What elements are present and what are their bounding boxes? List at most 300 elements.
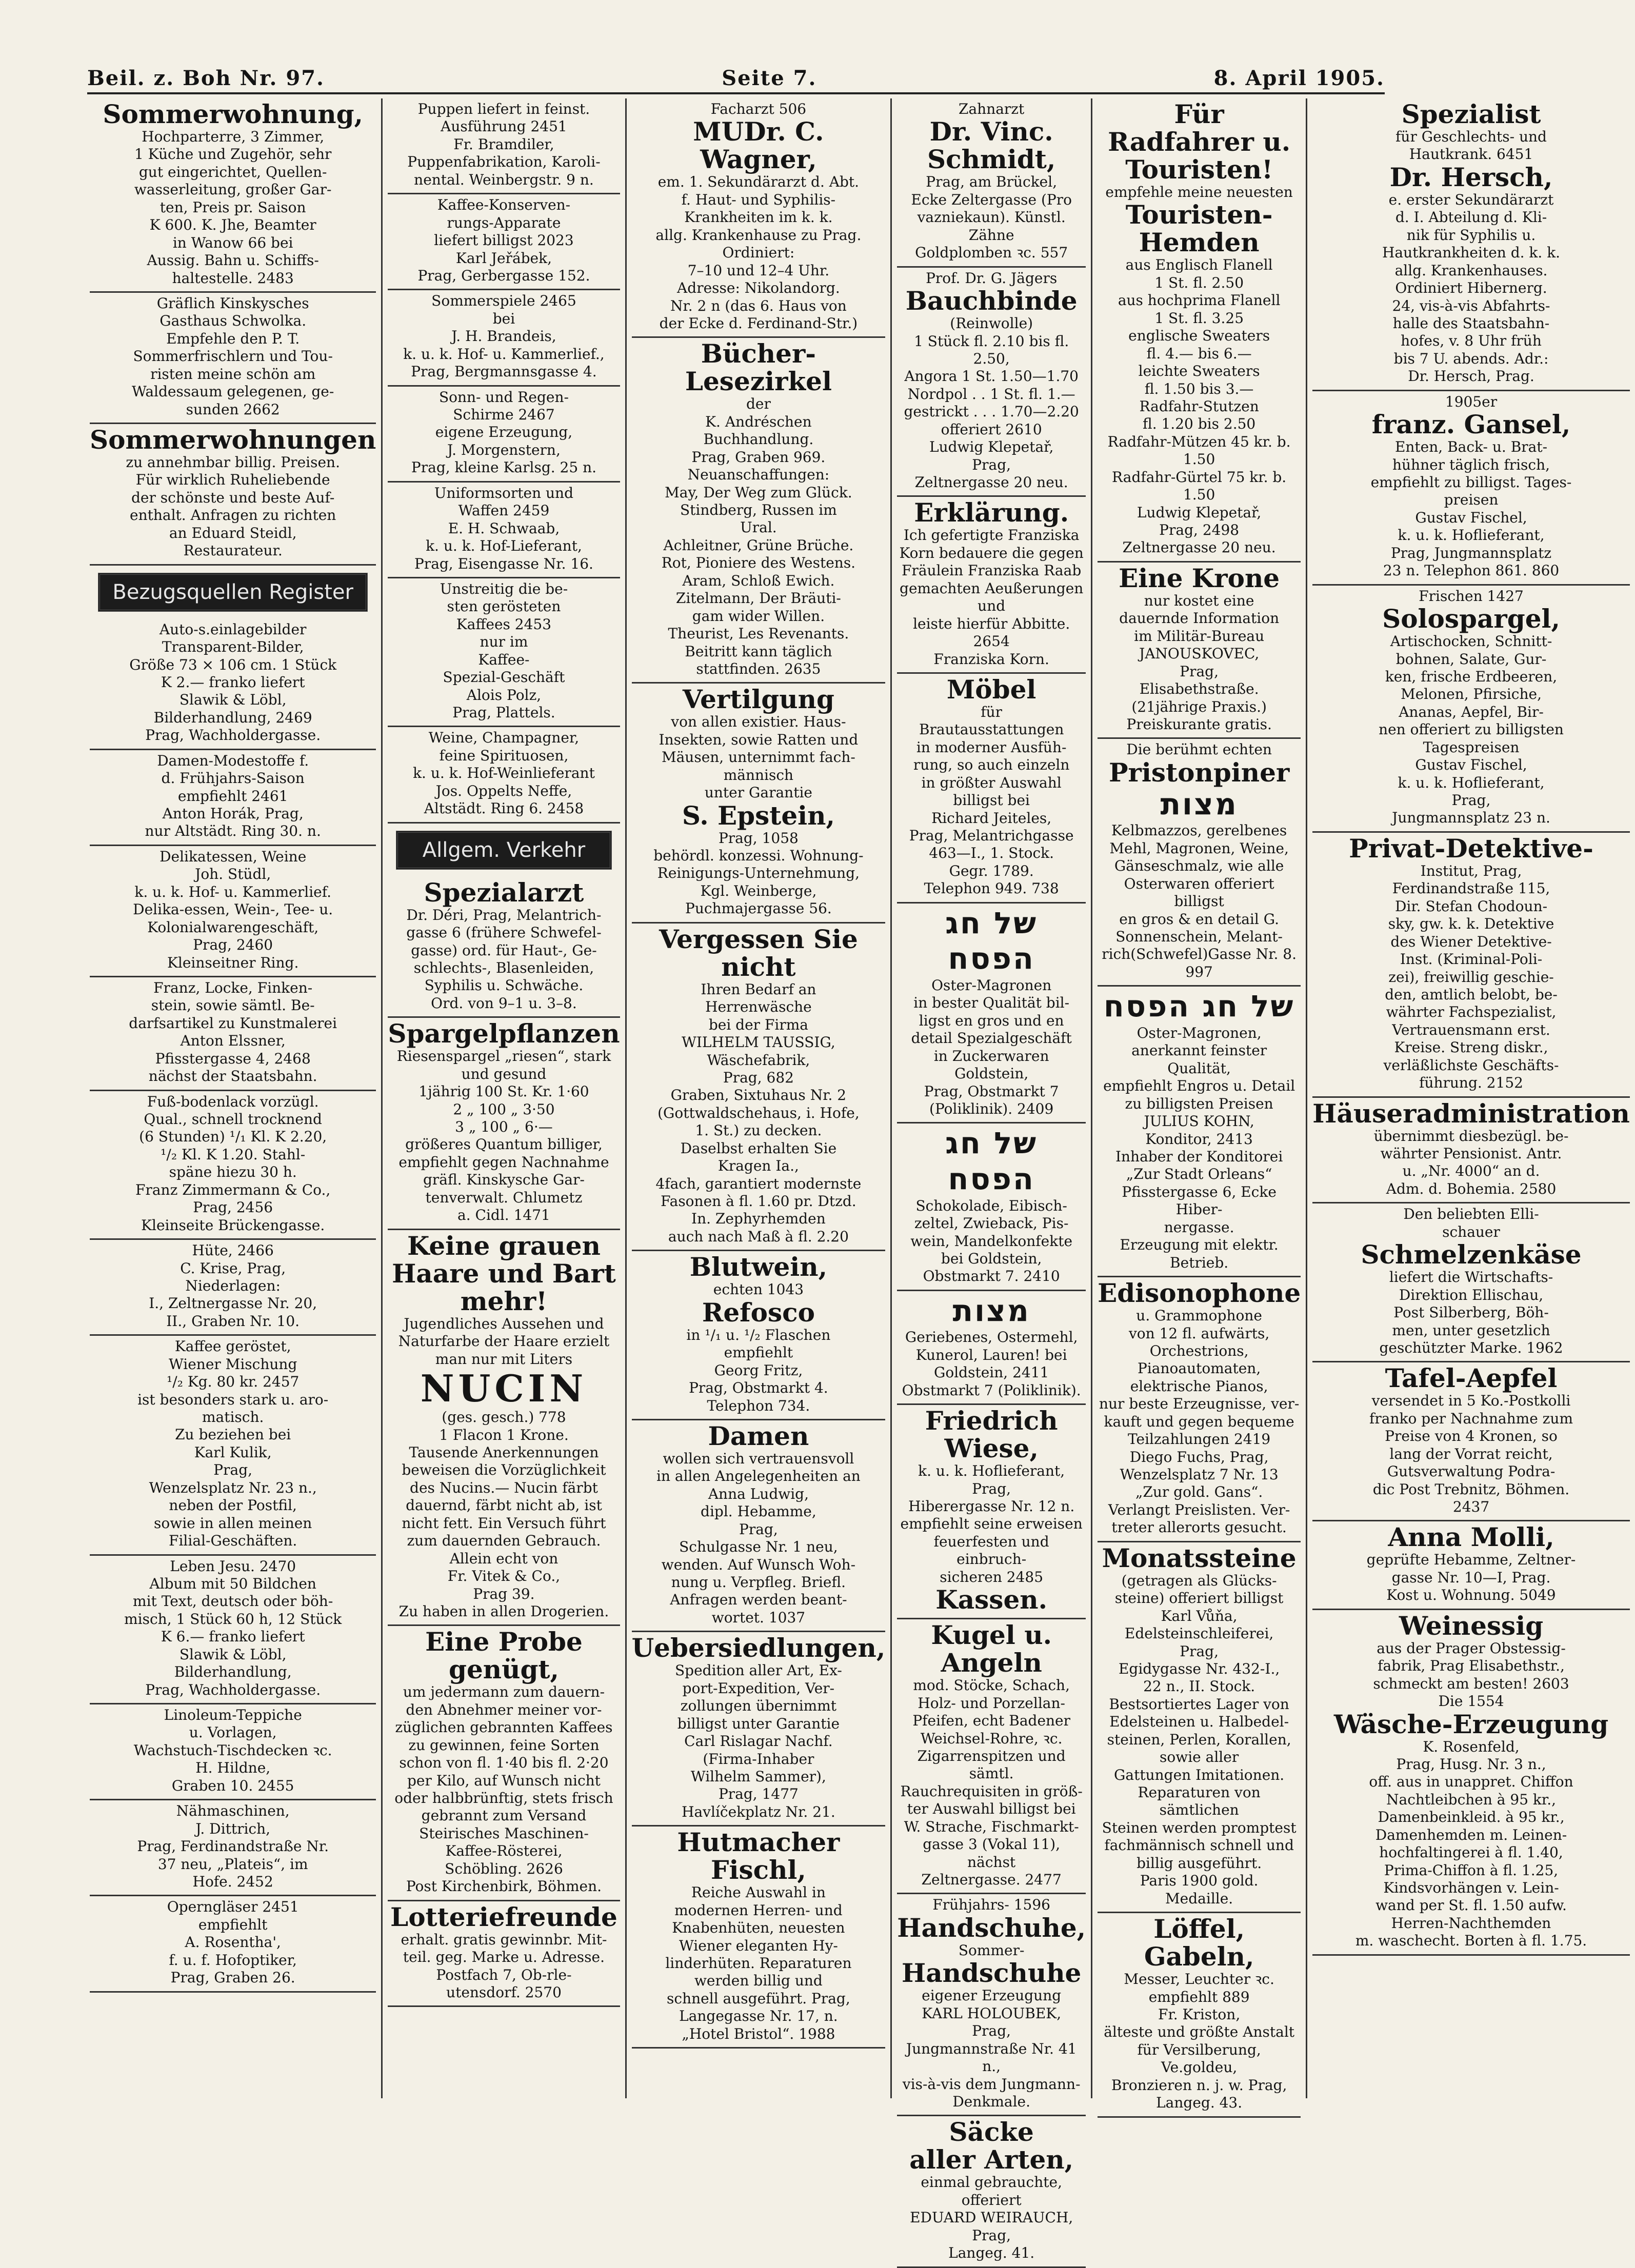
ad-line: Knabenhüten, neuesten — [672, 1919, 845, 1937]
ad-line: Herrenwäsche — [705, 998, 812, 1016]
ad-line: (Poliklinik). 2409 — [929, 1100, 1054, 1117]
ad-line: Krankheiten im k. k. — [684, 209, 833, 226]
ad-line: Gustav Fischel, — [1415, 509, 1527, 526]
ad-line: per Kilo, auf Wunsch nicht — [407, 1772, 601, 1789]
ad-line: Jugendliches Aussehen und — [404, 1315, 604, 1332]
ad-line: Dir. Stefan Chodoun- — [1394, 897, 1548, 915]
ad-line: fl. 4.— bis 6.— — [1146, 345, 1252, 362]
ad-line: späne hiezu 30 h. — [169, 1163, 297, 1181]
ad-line: Carl Rislagar Nachf. — [684, 1733, 833, 1750]
advertisement — [90, 1896, 376, 1992]
ad-line: aus der Prager Obstessig- — [1377, 1639, 1566, 1657]
ad-line: Nachtleibchen à 95 kr., — [1386, 1791, 1556, 1808]
advertisement — [388, 1901, 620, 2008]
ad-line: J. Dittrich, — [195, 1820, 271, 1837]
ad-headline: Edisonophone — [1098, 1278, 1301, 1309]
ad-headline: Dr. Hersch, — [1389, 162, 1553, 192]
ad-hebrew-title: של חג הפסח — [1103, 989, 1295, 1024]
ad-line: Prag, — [972, 2022, 1011, 2040]
column-2 — [383, 98, 626, 2098]
ad-line: Osterwaren offeriert billigst — [1124, 875, 1274, 910]
ad-line: May, Der Weg zum Glück. — [665, 484, 852, 501]
ad-line: Prag, Obstmarkt 4. — [689, 1379, 828, 1397]
ad-line: Prag, Wachholdergasse. — [145, 1681, 321, 1698]
ad-line: sicheren 2485 — [940, 1568, 1044, 1585]
ad-line: Kindsvorhängen v. Lein- — [1383, 1879, 1559, 1896]
ad-line: k. u. k. Hoflieferant, — [1398, 527, 1545, 544]
ad-line: wasserleitung, großer Gar- — [134, 181, 332, 198]
ad-line: wand per St. fl. 1.50 aufw. — [1375, 1897, 1567, 1914]
ad-line: C. Krise, Prag, — [180, 1259, 286, 1277]
ad-line: empfiehlt gegen Nachnahme — [398, 1153, 609, 1171]
ad-line: Ludwig Klepetař, — [1136, 504, 1262, 521]
ad-line: Prag, — [1180, 663, 1219, 680]
ad-line: Schöbling. 2626 — [445, 1860, 563, 1877]
ad-line: ter Auswahl billigst bei — [907, 1800, 1076, 1818]
ad-line: Paris 1900 gold. — [1140, 1872, 1259, 1890]
ad-line: Sommerfrischlern und Tou- — [133, 348, 333, 365]
ad-line: ten, Preis pr. Saison — [159, 198, 306, 216]
ad-line: Schirme 2467 — [453, 406, 555, 423]
advertisement — [1312, 586, 1630, 833]
advertisement — [897, 674, 1086, 904]
ad-line: Tausende Anerkennungen — [409, 1444, 599, 1461]
advertisement — [388, 387, 620, 483]
ad-line: Nr. 2 n (das 6. Haus von — [670, 297, 847, 314]
advertisement — [388, 98, 620, 194]
ad-line: Ord. von 9–1 u. 3–8. — [431, 994, 577, 1012]
ad-line: wein, Mandelkonfekte — [910, 1232, 1073, 1250]
ad-line: tenverwalt. Chlumetz — [425, 1189, 583, 1206]
ad-line: Brautausstattungen — [919, 721, 1064, 738]
ad-headline: Spezialist — [1401, 99, 1541, 129]
ad-line: den Abnehmer meiner vor- — [406, 1701, 602, 1718]
advertisement — [897, 2116, 1086, 2267]
ad-line: Sonn- und Regen- — [438, 388, 569, 406]
ad-line: Spezial-Geschäft — [443, 669, 565, 686]
ad-line: nur beste Erzeugnisse, ver- — [1099, 1395, 1300, 1413]
ad-line: Kaffee-Konserven- — [437, 196, 571, 214]
ad-line: Kunerol, Lauren! bei — [915, 1346, 1067, 1363]
advertisement — [632, 684, 886, 923]
advertisement — [632, 1420, 886, 1632]
ad-line: f. u. f. Hofoptiker, — [169, 1951, 297, 1969]
ad-line: fl. 1.20 bis 2.50 — [1143, 415, 1256, 433]
ad-line: fachmännisch schnell und — [1104, 1837, 1294, 1854]
ad-line: empfiehlt zu billigst. Tages- — [1370, 474, 1572, 491]
ad-line: liefert die Wirtschafts- — [1389, 1269, 1553, 1286]
ad-line: erhalt. gratis gewinnbr. Mit- — [401, 1931, 607, 1948]
ad-line: Ural. — [740, 519, 777, 536]
ad-headline: Anna Molli, — [1388, 1522, 1554, 1553]
ad-line: bei der Firma — [708, 1016, 808, 1033]
ad-line: des Wiener Detektive- — [1390, 933, 1552, 950]
ad-line: kauft und gegen bequeme — [1104, 1413, 1294, 1430]
ad-line: H. Hildne, — [195, 1759, 271, 1777]
ad-line: Obstmarkt 7 (Poliklinik). — [902, 1381, 1081, 1399]
ad-line: Zu beziehen bei — [175, 1426, 291, 1443]
ad-line: der schönste und beste Auf- — [131, 489, 335, 506]
ad-line: Prima-Chiffon à fl. 1.25, — [1384, 1861, 1559, 1879]
advertisement — [1312, 1610, 1630, 1956]
ad-headline: Refosco — [702, 1297, 815, 1328]
ad-line: Herren-Nachthemden — [1391, 1914, 1551, 1932]
ad-line: 24, vis-à-vis Abfahrts- — [1392, 297, 1550, 314]
ad-line: nergasse. — [1164, 1218, 1234, 1236]
ad-headline: Handschuhe — [901, 1958, 1082, 1989]
ad-headline: Sommerwohnung, — [103, 99, 363, 129]
ad-line: Sommerspiele 2465 — [431, 292, 576, 310]
ad-line: Konditor, 2413 — [1145, 1130, 1253, 1148]
ad-line: Zeltnergasse 20 neu. — [914, 474, 1068, 491]
ad-headline: Hutmacher Fischl, — [677, 1827, 840, 1885]
ad-line: Fuß-bodenlack vorzügl. — [147, 1093, 319, 1110]
ad-line: elektrische Pianos, — [1130, 1377, 1268, 1395]
ad-line: Telephon 949. 738 — [924, 880, 1059, 897]
ad-headline: Damen — [708, 1420, 809, 1451]
ad-line: allg. Krankenhause zu Prag. — [655, 226, 862, 244]
ad-line: Jos. Oppelts Neffe, — [435, 782, 572, 799]
ad-line: Bronzieren n. j. w. Prag, — [1111, 2076, 1287, 2094]
ad-headline: Keine grauen Haare und Bart mehr! — [392, 1230, 616, 1316]
ad-line: Zigarrenspitzen und sämtl. — [917, 1747, 1066, 1782]
advertisement — [388, 1230, 620, 1627]
column-6 — [1307, 98, 1635, 2098]
ad-line: 23 n. Telephon 861. 860 — [1383, 562, 1560, 579]
ad-line: Prag, — [213, 1461, 253, 1479]
ad-line: WILHELM TAUSSIG, — [682, 1034, 835, 1051]
ad-line: Weine, Champagner, — [428, 729, 580, 747]
ad-line: nik für Syphilis u. — [1406, 226, 1536, 244]
ad-line: Karl Kulik, — [194, 1443, 272, 1461]
ad-line: Adresse: Nikolandorg. — [677, 279, 840, 297]
ad-line: gasse) ord. für Haut-, Ge- — [411, 941, 597, 959]
ad-line: gasse Nr. 10—I, Prag. — [1391, 1569, 1551, 1586]
ad-line: Prag, Plattels. — [452, 704, 555, 721]
ad-line: Kaffee-Rösterei, — [445, 1842, 563, 1860]
ad-line: Prag, — [972, 2226, 1011, 2244]
ad-line: Prag, Bergmannsgasse 4. — [411, 363, 597, 380]
ad-line: Havlíčekplatz Nr. 21. — [682, 1803, 835, 1820]
ad-line: Post Silberberg, Böh- — [1393, 1304, 1549, 1321]
advertisement — [897, 1291, 1086, 1405]
ad-line: in moderner Ausfüh- — [916, 738, 1067, 756]
ad-line: In. Zephyrhemden — [691, 1210, 826, 1228]
ad-headline: Für Radfahrer u. Touristen! — [1108, 99, 1291, 185]
ad-line: man nur mit Liters — [435, 1350, 573, 1368]
ad-line: (21jährige Praxis.) — [1131, 698, 1267, 715]
ad-line: Ich gefertigte Franziska — [903, 527, 1080, 544]
ad-line: eigene Erzeugung, — [435, 424, 573, 441]
ad-line: Bestsortiertes Lager von — [1109, 1695, 1289, 1713]
ad-line: Radfahr-Gürtel 75 kr. b. 1.50 — [1112, 468, 1287, 504]
advertisement — [388, 1018, 620, 1230]
page-number: Seite 7. — [722, 66, 817, 90]
ad-line: vazniekaun). Künstl. Zähne — [917, 209, 1066, 244]
ad-line: ligst en gros und en — [919, 1012, 1064, 1029]
ad-line: Vertrauensmann erst. — [1392, 1021, 1550, 1038]
ad-line: Reinigungs-Unternehmung, — [657, 865, 860, 882]
ad-line: empfiehlt 2461 — [177, 787, 288, 805]
ad-line: Pfisstergasse 6, Ecke Hiber- — [1122, 1183, 1277, 1218]
ad-line: schnell ausgeführt. Prag, — [667, 1990, 850, 2007]
ad-line: empfiehlt — [198, 1916, 268, 1933]
ad-line: Reparaturen von sämtlichen — [1138, 1784, 1261, 1819]
ad-line: offeriert 2610 — [941, 420, 1042, 438]
ad-line: II., Graben Nr. 10. — [166, 1312, 300, 1330]
ad-line: Facharzt 506 — [710, 101, 807, 117]
ad-line: Wachstuch-Tischdecken ꝛc. — [133, 1741, 332, 1759]
ad-line: sten gerösteten — [447, 598, 561, 615]
ad-line: zum dauernden Gebrauch. — [407, 1532, 601, 1550]
ad-line: Ludwig Klepetař, — [929, 438, 1054, 456]
ad-line: k. u. k. Hoflieferant, — [1398, 774, 1545, 791]
ad-line: Zahnarzt — [959, 101, 1025, 117]
ad-line: Franz, Locke, Finken- — [153, 979, 313, 996]
ad-line: übernimmt diesbezügl. be- — [1373, 1127, 1569, 1145]
ad-headline: Pristonpiner — [1108, 757, 1290, 788]
advertisement — [1098, 1277, 1301, 1542]
ad-line: Sommer- — [958, 1941, 1025, 1959]
advertisement — [388, 727, 620, 823]
ad-line: Hofe. 2452 — [192, 1873, 273, 1890]
ad-line: Nordpol . . 1 St. fl. 1.— — [907, 385, 1075, 403]
ad-line: Qual., schnell trocknend — [144, 1111, 322, 1128]
ad-line: „Hotel Bristol“. 1988 — [682, 2025, 835, 2042]
ad-line: em. 1. Sekundärarzt d. Abt. — [657, 173, 860, 191]
ad-line: Prag, — [1451, 792, 1491, 809]
ad-line: 37 neu, „Plateis“, im — [157, 1855, 308, 1873]
ad-line: Prag, Graben 969. — [691, 448, 826, 466]
ad-headline: Spargelpflanzen — [388, 1018, 620, 1049]
ad-line: Kleinseite Brückengasse. — [141, 1216, 325, 1234]
ad-line: Karl Jeřábek, — [455, 249, 552, 267]
ad-line: Slawik & Löbl, — [179, 691, 287, 709]
ad-line: Langeg. 41. — [948, 2244, 1035, 2262]
ad-line: Gasthaus Schwolka. — [159, 312, 307, 330]
advertisement — [1312, 1203, 1630, 1362]
advertisement — [1098, 739, 1301, 987]
ad-line: Anna Ludwig, — [708, 1485, 809, 1502]
ad-line: Fräulein Franziska Raab — [902, 562, 1082, 579]
ad-headline: Vergessen Sie nicht — [659, 924, 858, 982]
ad-line: dauernd, färbt nicht ab, ist — [406, 1497, 602, 1514]
ad-line: Mäusen, unternimmt fach- — [661, 749, 855, 766]
ad-line: Beitritt kann täglich — [685, 643, 832, 660]
ad-line: „Zur gold. Gans“. — [1135, 1483, 1263, 1501]
ad-line: feuerfesten und einbruch- — [933, 1533, 1049, 1568]
ad-line: Alois Polz, — [466, 686, 542, 704]
ad-line: Schulgasse Nr. 1 neu, — [679, 1538, 838, 1556]
ad-line: Goldstein, — [954, 1065, 1029, 1082]
ad-line: Leben Jesu. 2470 — [170, 1557, 296, 1575]
ad-line: gräfl. Kinskysche Gar- — [423, 1171, 585, 1189]
ad-line: risten meine schön am — [150, 365, 316, 383]
ad-line: Frühjahrs- 1596 — [932, 1896, 1050, 1914]
ad-line: Ferdinandstraße 115, — [1392, 880, 1550, 897]
ad-line: Wenzelsplatz 7 Nr. 13 — [1120, 1466, 1279, 1483]
ad-line: Kelbmazzos, gerelbenes — [1111, 822, 1287, 839]
ad-line: d. Frühjahrs-Saison — [161, 770, 305, 787]
ad-line: werden billig und — [694, 1972, 823, 1990]
ad-line: sunden 2662 — [186, 400, 280, 418]
ad-line: k. u. k. Hof- u. Kammerlief. — [134, 883, 331, 900]
ad-line: ken, frische Erdbeeren, — [1385, 668, 1558, 685]
advertisement — [897, 268, 1086, 497]
ad-line: Hochparterre, 3 Zimmer, — [142, 128, 325, 145]
ad-line: (Gottwaldschehaus, i. Hofe, — [657, 1104, 860, 1121]
ad-line: Riesenspargel „riesen“, stark — [396, 1048, 611, 1065]
ad-line: preisen — [1444, 491, 1499, 509]
ad-line: Ecke Zeltergasse (Pro — [911, 191, 1072, 208]
advertisement — [1312, 833, 1630, 1098]
advertisement — [90, 1240, 376, 1336]
advertisement — [1312, 1098, 1630, 1204]
ad-line: Radfahr-Mützen 45 kr. b. 1.50 — [1107, 433, 1291, 468]
ad-line: Prag, — [1180, 1642, 1219, 1660]
column-4 — [892, 98, 1092, 2262]
ad-line: linderhüten. Reparaturen — [665, 1955, 852, 1972]
ad-line: Puchmajergasse 56. — [685, 900, 832, 917]
ad-line: Prag, 2456 — [193, 1199, 273, 1216]
ad-line: Prag 39. — [473, 1585, 535, 1602]
ad-line: Steirisches Maschinen- — [419, 1824, 589, 1842]
ad-line: Oster-Magronen — [931, 976, 1052, 994]
ad-headline: Solospargel, — [1382, 604, 1560, 634]
ad-line: gemachten Aeußerungen und — [900, 579, 1084, 615]
ad-line: schon von fl. 1·40 bis fl. 2·20 — [399, 1754, 609, 1772]
advertisement — [90, 1556, 376, 1705]
ad-line: steine) offeriert billigst — [1114, 1590, 1284, 1607]
ad-line: Prag, Eisengasse Nr. 16. — [414, 555, 593, 572]
advertisement — [1312, 1521, 1630, 1610]
ad-line: Linoleum-Teppiche — [164, 1707, 302, 1723]
ad-line: Album mit 50 Bildchen — [149, 1575, 316, 1592]
ad-line: dipl. Hebamme, — [701, 1503, 816, 1520]
advertisement — [90, 750, 376, 846]
ad-headline: Löffel, Gabeln, — [1144, 1914, 1254, 1972]
ad-line: K. Andréschen — [705, 413, 812, 430]
ad-line: u. „Nr. 4000“ an d. — [1402, 1162, 1540, 1180]
ad-line: Gattungen Imitationen. — [1114, 1766, 1285, 1783]
ad-line: m. waschecht. Borten à fl. 1.75. — [1355, 1932, 1587, 1950]
ad-line: Prag, 2498 — [1159, 521, 1240, 538]
ad-line: Prag, 1058 — [718, 829, 799, 847]
ad-columns — [85, 98, 1630, 2262]
ad-line: Prag, — [972, 456, 1011, 473]
ad-line: für — [981, 703, 1003, 720]
ad-line: Wiener Mischung — [168, 1355, 297, 1373]
ad-line: zeltel, Zwieback, Pis- — [914, 1215, 1069, 1232]
issue-label: Beil. z. Boh Nr. 97. — [87, 66, 325, 90]
ad-line: des Nucins.— Nucin färbt — [410, 1479, 598, 1496]
advertisement — [90, 98, 376, 293]
ad-line: Graben 10. 2455 — [171, 1777, 294, 1794]
ad-line: „Zur Stadt Orleans“ — [1126, 1166, 1272, 1183]
ad-line: Uniformsorten und — [434, 484, 574, 501]
ad-line: währter Pensionist. Antr. — [1380, 1145, 1562, 1162]
ad-line: JULIUS KOHN, — [1144, 1113, 1254, 1130]
ad-line: um jedermann zum dauern- — [403, 1683, 605, 1701]
ad-line: k. u. k. Hof- u. Kammerlief., — [403, 345, 605, 363]
ad-line: in größter Auswahl — [921, 774, 1062, 791]
ad-line: geschützter Marke. 1962 — [1379, 1339, 1563, 1356]
ad-headline: Kassen. — [935, 1584, 1048, 1615]
ad-line: Korn bedauere die gegen — [899, 544, 1084, 561]
ad-line: Fr. Bramdiler, — [453, 135, 554, 153]
ad-line: 1 Flacon 1 Krone. — [439, 1426, 569, 1443]
ad-line: Egidygasse Nr. 432-I., — [1118, 1660, 1280, 1677]
ad-line: Melonen, Pfirsiche, — [1401, 686, 1542, 703]
ad-line: gestrickt . . . 1.70—2.20 — [904, 403, 1079, 420]
ad-line: Kreise. Streng diskr., — [1394, 1039, 1548, 1056]
ad-line: Hiberergasse Nr. 12 n. — [908, 1498, 1075, 1515]
ad-line: Post Kirchenbirk, Böhmen. — [406, 1878, 602, 1895]
ad-line: sowie in allen meinen — [154, 1514, 312, 1532]
ad-line: JANOUSKOVEC, — [1139, 645, 1260, 663]
ad-headline: Sommerwohnungen — [90, 425, 376, 455]
ad-line: Nähmaschinen, — [176, 1802, 290, 1820]
ad-line: teil. geg. Marke u. Adresse. — [403, 1949, 605, 1966]
ad-line: K. Rosenfeld, — [1423, 1738, 1520, 1755]
ad-line: in Wanow 66 bei — [172, 234, 293, 251]
advertisement — [90, 424, 376, 566]
ad-line: unter Garantie — [704, 784, 812, 801]
ad-line: Reiche Auswahl in — [691, 1884, 826, 1901]
ad-brand: NUCIN — [420, 1366, 588, 1410]
ad-line: halle des Staatsbahn- — [1392, 314, 1550, 332]
ad-line: Prag, Ferdinandstraße Nr. — [137, 1838, 329, 1855]
ad-line: allg. Krankenhauses. — [1394, 262, 1548, 279]
ad-line: Waldessaum gelegenen, ge- — [132, 383, 334, 400]
ad-line: Kaffee- — [478, 651, 530, 668]
ad-line: Ihren Bedarf an — [701, 980, 816, 998]
ad-line: schauer — [1442, 1223, 1500, 1240]
advertisement — [632, 1251, 886, 1420]
ad-line: Damenhemden m. Leinen- — [1375, 1826, 1567, 1843]
advertisement — [388, 483, 620, 578]
ad-line: Langeg. 43. — [1156, 2094, 1243, 2112]
ad-line: älteste und größte Anstalt — [1104, 2023, 1295, 2041]
ad-line: zei), freiwillig geschie- — [1388, 968, 1554, 986]
ad-line: K 600. K. Jhe, Beamter — [149, 216, 316, 234]
ad-line: Rot, Pioniere des Westens. — [661, 554, 856, 572]
ad-line: hühner täglich frisch, — [1392, 456, 1550, 473]
ad-line: nur Altstädt. Ring 30. n. — [145, 822, 321, 840]
ad-line: Filial-Geschäften. — [169, 1532, 297, 1550]
ad-line: k. u. k. Hof-Weinlieferant — [413, 765, 595, 782]
ad-line: Kragen Ia., — [717, 1157, 799, 1175]
ad-line: den, amtlich belobt, be- — [1385, 986, 1558, 1003]
ad-line: Preiskurante gratis. — [1126, 715, 1272, 733]
ad-line: Wilhelm Sammer), — [690, 1768, 826, 1785]
ad-line: nung u. Verpfleg. Briefl. — [671, 1574, 846, 1591]
ad-line: Slawik & Löbl, — [179, 1645, 287, 1663]
ad-line: Joh. Stüdl, — [195, 866, 271, 883]
ad-headline: Möbel — [946, 674, 1036, 705]
ad-line: Prag, Wachholdergasse. — [145, 727, 321, 744]
ad-line: Sonnenschein, Melant- — [1115, 928, 1283, 946]
ad-line: Puppenfabrikation, Karoli- — [407, 153, 601, 171]
ad-line: zu annehmbar billig. Preisen. — [126, 454, 340, 471]
ad-line: Syphilis u. Schwäche. — [424, 977, 584, 994]
ad-line: rung, so auch einzeln — [913, 756, 1070, 774]
ad-line: Anton Elssner, — [180, 1032, 286, 1050]
ad-line: Erzeugung mit elektr. — [1120, 1236, 1279, 1254]
ad-line: ¹/₂ Kl. K 1.20. Stahl- — [161, 1146, 306, 1163]
ad-line: empfiehlt 889 — [1148, 1988, 1250, 2005]
ad-line: für Versilberung, Ve.goldeu, — [1137, 2041, 1261, 2076]
